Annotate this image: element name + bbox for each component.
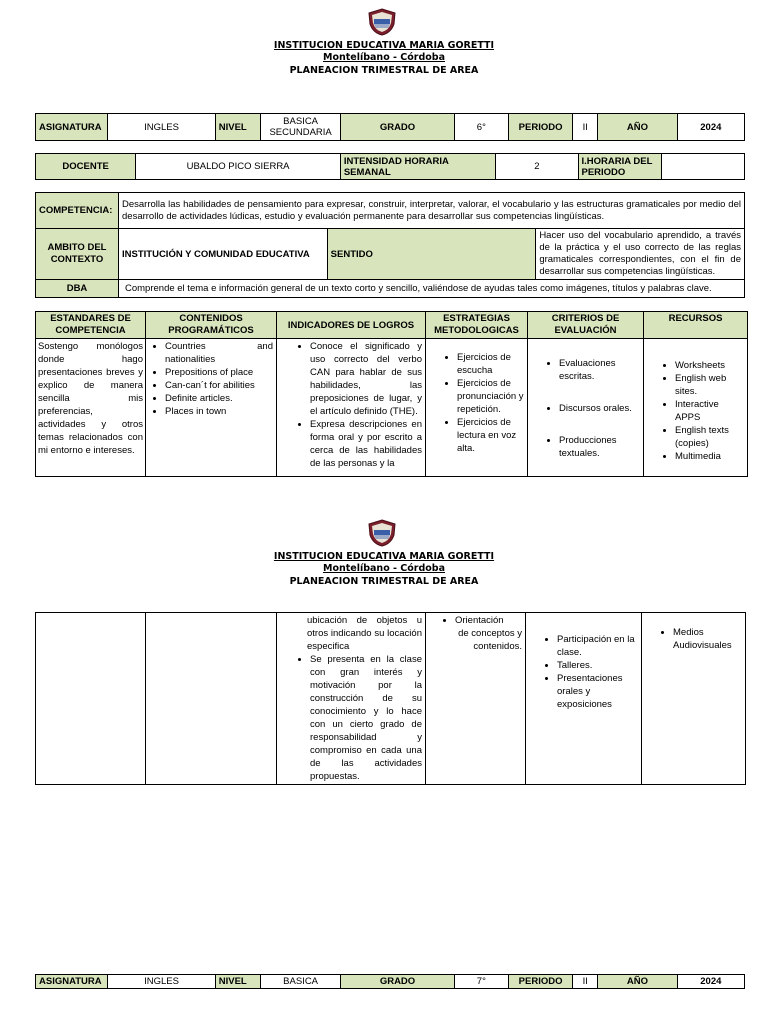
asignatura-value: INGLES bbox=[108, 114, 215, 141]
list-item: • Countries and nationalities bbox=[165, 340, 273, 366]
contenidos-list bbox=[149, 340, 273, 418]
docente-table bbox=[35, 153, 745, 180]
list-item: • Producciones textuales. bbox=[559, 434, 640, 460]
list-item: • Ejercicios de lectura en voz alta. bbox=[457, 416, 524, 455]
asignatura-label: ASIGNATURA bbox=[36, 975, 108, 989]
city-name: Montelíbano - Córdoba bbox=[322, 563, 446, 574]
list-item: • Ejercicios de escucha bbox=[457, 351, 524, 377]
grado-label: GRADO bbox=[341, 975, 454, 989]
dba-label: DBA bbox=[36, 280, 119, 298]
estrategias-tail: de conceptos y contenidos. bbox=[458, 628, 522, 652]
list-item: • Conoce el significado y uso correcto del verbo CAN para hablar de sus habilidades, las preposiciones de lugar, y el artículo definido (THE). bbox=[310, 340, 422, 418]
grado-value: 6° bbox=[454, 114, 508, 141]
list-item: • Prepositions of place bbox=[165, 366, 273, 379]
plan-table-page2 bbox=[35, 612, 746, 785]
list-item: • Orientación bbox=[455, 614, 522, 627]
estandares-cell-empty bbox=[36, 613, 146, 785]
recursos-cell-p2 bbox=[642, 613, 746, 785]
competencia-text: Desarrolla las habilidades de pensamiento para expresar, construir, interpretar, valorar, el vocabulario y las estructuras gramaticales por medio del desarrollo de actividades lúdicas, estudio y evaluación permanente para desarrollar sus competencias lingüísticas. bbox=[119, 193, 745, 229]
school-shield-logo bbox=[367, 519, 397, 547]
header-indicadores: INDICADORES DE LOGROS bbox=[277, 312, 426, 339]
ih-periodo-label: I.HORARIA DEL PERIODO bbox=[578, 154, 661, 180]
criterios-list bbox=[531, 357, 640, 460]
contenidos-cell-empty bbox=[146, 613, 277, 785]
intensidad-value: 2 bbox=[496, 154, 578, 180]
estrategias-list bbox=[429, 351, 524, 455]
list-item: • Talleres. bbox=[557, 659, 638, 672]
document-header bbox=[0, 40, 768, 78]
header-estandares: ESTANDARES DE COMPETENCIA bbox=[36, 312, 146, 339]
periodo-label: PERIODO bbox=[508, 114, 572, 141]
plan-title: PLANEACION TRIMESTRAL DE AREA bbox=[289, 65, 479, 76]
list-item: • Worksheets bbox=[675, 359, 744, 372]
criterios-cell-p2 bbox=[526, 613, 642, 785]
grado-label: GRADO bbox=[341, 114, 454, 141]
indicadores-list-p2 bbox=[280, 653, 422, 783]
docente-label: DOCENTE bbox=[36, 154, 136, 180]
plan-table-page1 bbox=[35, 311, 748, 477]
institution-name: INSTITUCION EDUCATIVA MARIA GORETTI bbox=[273, 551, 495, 562]
estandares-text: Sostengo monólogos donde hago presentaciones breves y explico de manera sencilla mis preferencias, actividades y otros temas relacionados con mi entorno e intereses. bbox=[36, 339, 146, 477]
plan-title: PLANEACION TRIMESTRAL DE AREA bbox=[289, 576, 479, 587]
header-estrategias: ESTRATEGIAS METODOLOGICAS bbox=[426, 312, 528, 339]
recursos-cell bbox=[644, 339, 748, 477]
header-criterios: CRITERIOS DE EVALUACIÓN bbox=[528, 312, 644, 339]
info-table bbox=[35, 113, 745, 141]
school-shield-logo bbox=[367, 8, 397, 36]
periodo-value: II bbox=[573, 114, 598, 141]
sentido-text: Hacer uso del vocabulario aprendido, a través de la práctica y el uso correcto de las reglas gramaticales correspondientes, con el fin de desarrollar sus competencias lingüísticas. bbox=[536, 229, 745, 280]
criterios-list-p2 bbox=[529, 633, 638, 711]
recursos-list-p2 bbox=[645, 626, 742, 652]
intensidad-label: INTENSIDAD HORARIA SEMANAL bbox=[340, 154, 495, 180]
competencia-table bbox=[35, 192, 745, 298]
list-item: • Medios Audiovisuales bbox=[673, 626, 742, 652]
list-item: • Participación en la clase. bbox=[557, 633, 638, 659]
nivel-label: NIVEL bbox=[215, 114, 260, 141]
list-item: • Interactive APPS bbox=[675, 398, 744, 424]
estrategias-list-p2 bbox=[427, 614, 522, 627]
estrategias-cell bbox=[426, 339, 528, 477]
indicadores-cell bbox=[277, 339, 426, 477]
nivel-label: NIVEL bbox=[215, 975, 260, 989]
periodo-label: PERIODO bbox=[508, 975, 572, 989]
list-item: • Multimedia bbox=[675, 450, 744, 463]
sentido-label: SENTIDO bbox=[327, 229, 536, 280]
asignatura-label: ASIGNATURA bbox=[36, 114, 108, 141]
nivel-value: BASICA SECUNDARIA bbox=[260, 114, 340, 141]
indicadores-continued: ubicación de objetos u otros indicando su locación especifica bbox=[307, 615, 422, 652]
list-item: • English texts (copies) bbox=[675, 424, 744, 450]
docente-value: UBALDO PICO SIERRA bbox=[136, 154, 341, 180]
contenidos-cell bbox=[146, 339, 277, 477]
info-table-next bbox=[35, 974, 745, 989]
asignatura-value: INGLES bbox=[108, 975, 215, 989]
anio-label: AÑO bbox=[598, 114, 677, 141]
dba-text: Comprende el tema e información general de un texto corto y sencillo, valiéndose de ayudas tales como imágenes, títulos y palabras clave. bbox=[119, 280, 745, 298]
anio-value: 2024 bbox=[677, 975, 744, 989]
recursos-list bbox=[647, 359, 744, 463]
ambito-value: INSTITUCIÓN Y COMUNIDAD EDUCATIVA bbox=[119, 229, 328, 280]
list-item: • Evaluaciones escritas. bbox=[559, 357, 640, 383]
list-item: • Se presenta en la clase con gran interés y motivación por la construcción de su conocimiento y lo hace con un cierto grado de responsabilidad y compromiso en cada una de las actividades propuestas. bbox=[310, 653, 422, 783]
nivel-value: BASICA bbox=[260, 975, 340, 989]
document-header-page2 bbox=[0, 551, 768, 589]
ambito-label: AMBITO DEL CONTEXTO bbox=[36, 229, 119, 280]
ih-periodo-value bbox=[661, 154, 744, 180]
header-recursos: RECURSOS bbox=[644, 312, 748, 339]
indicadores-cell-p2 bbox=[277, 613, 426, 785]
institution-name: INSTITUCION EDUCATIVA MARIA GORETTI bbox=[273, 40, 495, 51]
list-item: • English web sites. bbox=[675, 372, 744, 398]
list-item: • Discursos orales. bbox=[559, 402, 640, 415]
grado-value: 7° bbox=[454, 975, 508, 989]
list-item: • Ejercicios de pronunciación y repetición. bbox=[457, 377, 524, 416]
list-item: • Places in town bbox=[165, 405, 273, 418]
anio-value: 2024 bbox=[677, 114, 744, 141]
list-item: • Can-can´t for abilities bbox=[165, 379, 273, 392]
criterios-cell bbox=[528, 339, 644, 477]
anio-label: AÑO bbox=[598, 975, 677, 989]
header-contenidos: CONTENIDOS PROGRAMÁTICOS bbox=[146, 312, 277, 339]
indicadores-list bbox=[280, 340, 422, 470]
list-item: • Definite articles. bbox=[165, 392, 273, 405]
list-item: • Presentaciones orales y exposiciones bbox=[557, 672, 638, 711]
estrategias-cell-p2 bbox=[426, 613, 526, 785]
list-item: • Expresa descripciones en forma oral y por escrito a cerca de las habilidades de las personas y la bbox=[310, 418, 422, 470]
periodo-value: II bbox=[573, 975, 598, 989]
competencia-label: COMPETENCIA: bbox=[36, 193, 119, 229]
city-name: Montelíbano - Córdoba bbox=[322, 52, 446, 63]
